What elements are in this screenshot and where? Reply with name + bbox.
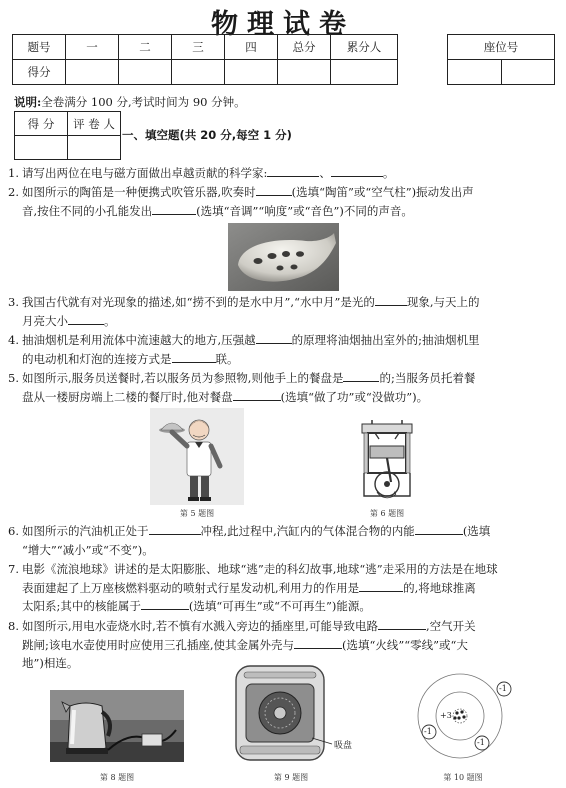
question-text: (选填“音调”“响度”或“音色”)不同的声音。 [196,203,413,218]
grader-score-label: 得 分 [15,112,68,136]
electron-label: -1 [499,684,507,693]
question-text: 抽油烟机是利用流体中流速越大的地方,压强越 [22,333,256,347]
score-header-cell: 题号 [13,35,66,60]
question-text: 太阳系;其中的核能属于 [22,599,141,613]
exam-note [14,94,246,110]
answer-blank[interactable] [267,164,319,177]
seat-cell[interactable] [448,60,502,85]
question-5 [8,369,556,406]
score-cell[interactable] [66,60,119,85]
caption-fig5: 第 5 题图 [179,509,215,518]
ocarina-photo [228,223,339,291]
question-number: 7. [8,562,19,576]
question-number: 6. [8,524,19,538]
question-text: 的,将地球推离 [403,580,476,595]
answer-blank[interactable] [359,579,403,592]
answer-blank[interactable] [415,522,463,535]
nucleus-charge-label: +3 [440,711,452,720]
question-text: 地”)相连。 [22,656,79,670]
answer-blank[interactable] [256,183,292,196]
question-number: 1. [8,166,19,180]
question-text: 如图所示,服务员送餐时,若以服务员为参照物,则他手上的餐盘是 [22,371,344,385]
answer-blank[interactable] [378,617,426,630]
question-number: 8. [8,619,19,633]
section-heading: 一、填空题(共 20 分,每空 1 分) [122,128,292,142]
question-text: 如图所示的汽油机正处于 [22,524,149,538]
seat-label: 座位号 [448,35,555,60]
score-header-cell: 三 [172,35,225,60]
question-text: 请写出两位在电与磁方面做出卓越贡献的科学家: [22,166,268,180]
answer-blank[interactable] [149,522,201,535]
question-6 [8,522,556,559]
grader-table [14,111,121,160]
question-text: 如图所示的陶笛是一种便携式吹管乐器,吹奏时 [22,185,256,199]
question-text: 现象,与天上的 [406,295,480,309]
score-cell[interactable] [331,60,398,85]
electron-label: -1 [424,727,432,736]
score-header-cell: 四 [225,35,278,60]
answer-blank[interactable] [375,293,407,306]
question-4 [8,331,556,368]
caption-fig6: 第 6 题图 [369,509,405,518]
score-cell[interactable] [225,60,278,85]
question-text: (选填“做了功”或“没做功”)。 [280,389,429,404]
question-text: (选填 [462,524,491,538]
question-text: ,空气开关 [425,619,476,633]
grader-name-label: 评 卷 人 [68,112,121,136]
answer-blank[interactable] [172,350,216,363]
question-number: 5. [8,371,19,385]
question-text: 冲程,此过程中,汽缸内的气体混合物的内能 [200,524,415,538]
grader-score-cell[interactable] [15,136,68,160]
question-text: 。 [104,313,116,328]
score-cell[interactable] [278,60,331,85]
seat-table [447,34,555,85]
question-text: 联。 [215,351,239,366]
suction-cup-label: 吸盘 [334,741,353,751]
question-text: 电影《流浪地球》讲述的是太阳膨胀、地球“逃”走的科幻故事,地球“逃”走采用的方法是在地球 [22,562,498,576]
question-number: 4. [8,333,19,347]
caption-fig10: 第 10 题图 [443,773,483,782]
seat-cell[interactable] [501,60,555,85]
page-title: 物理试卷 [211,9,355,40]
answer-blank[interactable] [233,388,281,401]
kettle-photo [50,690,184,762]
question-text: “增大”“减小”或“不变”)。 [22,542,154,557]
score-header-cell: 总分 [278,35,331,60]
score-cell[interactable] [119,60,172,85]
note-text: 全卷满分 100 分,考试时间为 90 分钟。 [41,95,246,109]
question-text: 。 [382,166,395,180]
answer-blank[interactable] [343,369,379,382]
question-text: 的原理将油烟抽出室外的;抽油烟机里 [291,333,480,347]
caption-fig9: 第 9 题图 [273,773,309,782]
question-text: 音,按住不同的小孔能发出 [22,203,153,218]
answer-blank[interactable] [294,636,342,649]
score-header-cell: 累分人 [331,35,398,60]
score-row-label: 得分 [13,60,66,85]
question-2 [8,183,556,220]
question-text: 的电动机和灯泡的连接方式是 [22,351,172,366]
question-text: 我国古代就有对光现象的描述,如“捞不到的是水中月”,“水中月”是光的 [22,295,375,309]
answer-blank[interactable] [152,202,196,215]
score-header-cell: 一 [66,35,119,60]
question-text: 月亮大小 [22,313,68,328]
waiter-figure [150,408,244,505]
note-label: 说明: [14,95,42,109]
caption-fig8: 第 8 题图 [99,773,135,782]
question-text: (选填“陶笛”或“空气柱”)振动发出声 [291,185,474,199]
atom-model-figure [404,668,524,760]
question-text: 盘从一楼厨房端上二楼的餐厅时,他对餐盘 [22,389,233,404]
question-text: (选填“可再生”或“不可再生”)能源。 [188,599,371,613]
answer-blank[interactable] [256,331,292,344]
score-header-cell: 二 [119,35,172,60]
question-text: 如图所示,用电水壶烧水时,若不慎有水溅入旁边的插座里,可能导致电路 [22,619,378,633]
question-7 [8,560,556,616]
question-text: 跳闸;该电水壶使用时应使用三孔插座,使其金属外壳与 [22,637,295,652]
answer-blank[interactable] [141,597,189,610]
question-number: 3. [8,295,19,309]
engine-figure [358,420,416,500]
question-text: (选填“火线”“零线”或“大 [342,637,468,652]
question-text: 、 [319,166,331,180]
score-cell[interactable] [172,60,225,85]
score-table [12,34,398,85]
question-text: 表面建起了上万座核燃料驱动的喷射式行星发动机,利用力的作用是 [22,580,360,595]
answer-blank[interactable] [68,312,104,325]
grader-name-cell[interactable] [68,136,121,160]
answer-blank[interactable] [331,164,383,177]
question-text: 的;当服务员托着餐 [379,371,476,385]
question-3 [8,293,556,330]
question-1 [8,164,556,183]
question-number: 2. [8,185,19,199]
electron-label: -1 [477,738,485,747]
